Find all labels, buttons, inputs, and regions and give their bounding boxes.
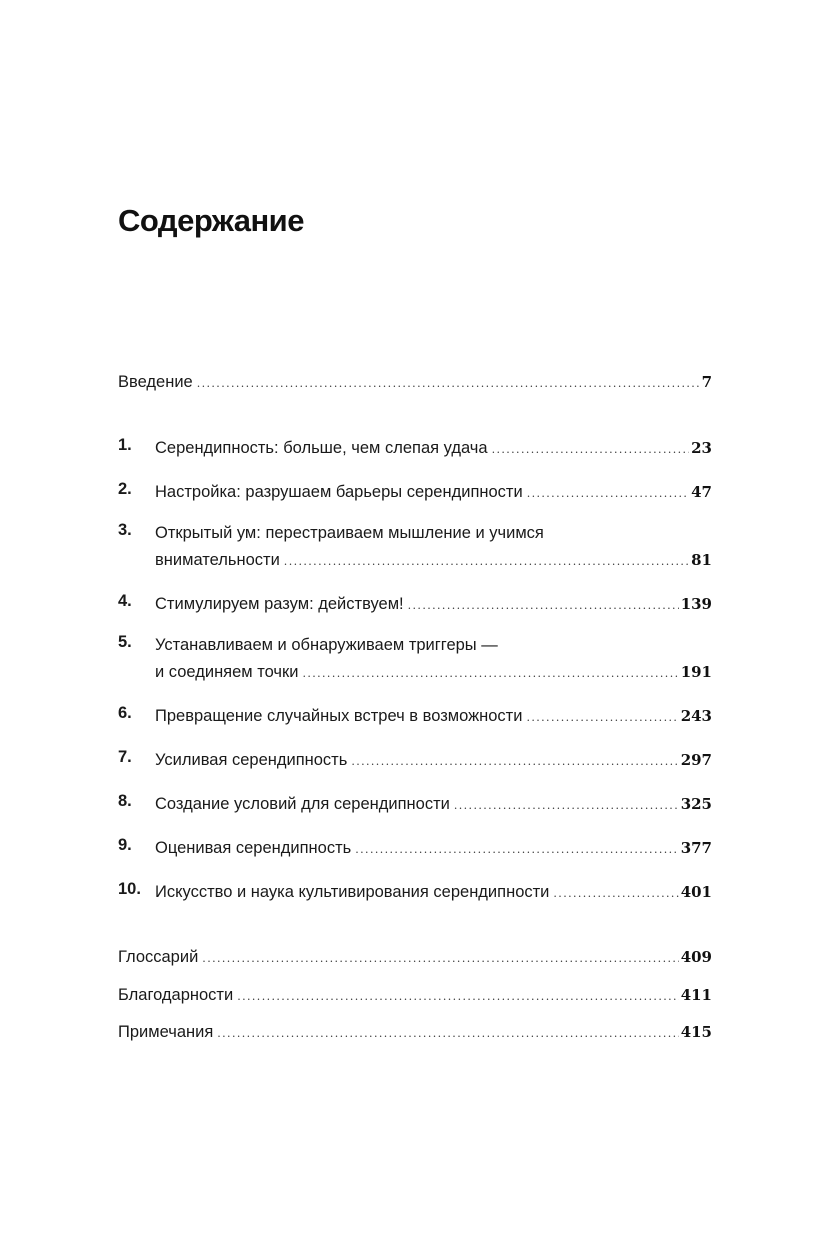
chapter-title-line-1: Устанавливаем и обнаруживаем триггеры —: [155, 636, 498, 654]
toc-page-number: 401: [680, 883, 712, 901]
toc-page-number: 81: [691, 551, 712, 569]
chapter-number: 7.: [118, 748, 132, 766]
toc-page-number: 377: [680, 839, 712, 857]
toc-entry-chapter-10[interactable]: [118, 880, 712, 904]
toc-entry-chapter-8[interactable]: [118, 792, 712, 816]
toc-entry-label: Глоссарий: [118, 948, 199, 966]
page-title: Содержание: [118, 203, 304, 238]
chapter-number: 8.: [118, 792, 132, 810]
toc-page-number: 297: [680, 751, 712, 769]
toc-entry-chapter-2[interactable]: [118, 480, 712, 504]
chapter-title-line-1: Открытый ум: перестраиваем мышление и учимся: [155, 524, 544, 542]
chapter-number: 5.: [118, 633, 132, 651]
toc-entry-chapter-3[interactable]: [118, 521, 712, 572]
toc-entry-glossary[interactable]: [118, 945, 712, 969]
dot-leader: [454, 794, 679, 818]
dot-leader: [527, 482, 689, 506]
chapter-title-line-2: внимательности: [155, 551, 280, 569]
toc-entry-notes[interactable]: [118, 1020, 712, 1044]
toc-entry-chapter-6[interactable]: [118, 704, 712, 728]
toc-page-number: 411: [680, 986, 712, 1004]
dot-leader: [526, 706, 678, 730]
dot-leader: [355, 838, 678, 862]
chapter-title-line-2: и соединяем точки: [155, 663, 299, 681]
chapter-title: Стимулируем разум: действуем!: [155, 595, 404, 613]
toc-page-number: 415: [680, 1023, 712, 1041]
toc-page-number: 243: [680, 707, 712, 725]
chapter-title: Превращение случайных встреч в возможности: [155, 707, 523, 725]
chapter-number: 3.: [118, 521, 132, 539]
toc-entry-chapter-1[interactable]: [118, 436, 712, 460]
chapter-number: 6.: [118, 704, 132, 722]
dot-leader: [197, 372, 700, 396]
chapter-title: Создание условий для серендипности: [155, 795, 450, 813]
chapter-title: Искусство и наука культивирования серендипности: [155, 883, 550, 901]
chapter-number: 1.: [118, 436, 132, 454]
chapter-number: 4.: [118, 592, 132, 610]
dot-leader: [217, 1022, 678, 1046]
chapter-title: Усиливая серендипность: [155, 751, 348, 769]
toc-entry-introduction[interactable]: [118, 370, 712, 394]
dot-leader: [284, 550, 689, 574]
chapter-number: 9.: [118, 836, 132, 854]
toc-page-number: 325: [680, 795, 712, 813]
toc-entry-acknowledgements[interactable]: [118, 983, 712, 1007]
toc-entry-chapter-5[interactable]: [118, 633, 712, 684]
toc-entry-label: Благодарности: [118, 986, 234, 1004]
dot-leader: [302, 662, 678, 686]
toc-entry-label: Введение: [118, 373, 193, 391]
chapter-title: Настройка: разрушаем барьеры серендипности: [155, 483, 523, 501]
toc-page-number: 409: [680, 948, 712, 966]
toc-page-number: 23: [691, 439, 712, 457]
dot-leader: [351, 750, 678, 774]
dot-leader: [237, 985, 678, 1009]
dot-leader: [553, 882, 678, 906]
toc-page-number: 191: [680, 663, 712, 681]
toc-page-number: 139: [680, 595, 712, 613]
dot-leader: [492, 438, 690, 462]
chapter-number: 2.: [118, 480, 132, 498]
chapter-title: Оценивая серендипность: [155, 839, 352, 857]
toc-page-number: 7: [701, 373, 712, 391]
chapter-title: Серендипность: больше, чем слепая удача: [155, 439, 488, 457]
toc-entry-chapter-7[interactable]: [118, 748, 712, 772]
toc-page-number: 47: [691, 483, 712, 501]
toc-entry-chapter-9[interactable]: [118, 836, 712, 860]
dot-leader: [408, 594, 679, 618]
dot-leader: [202, 947, 678, 971]
toc-entry-chapter-4[interactable]: [118, 592, 712, 616]
toc-entry-label: Примечания: [118, 1023, 214, 1041]
chapter-number: 10.: [118, 880, 141, 898]
